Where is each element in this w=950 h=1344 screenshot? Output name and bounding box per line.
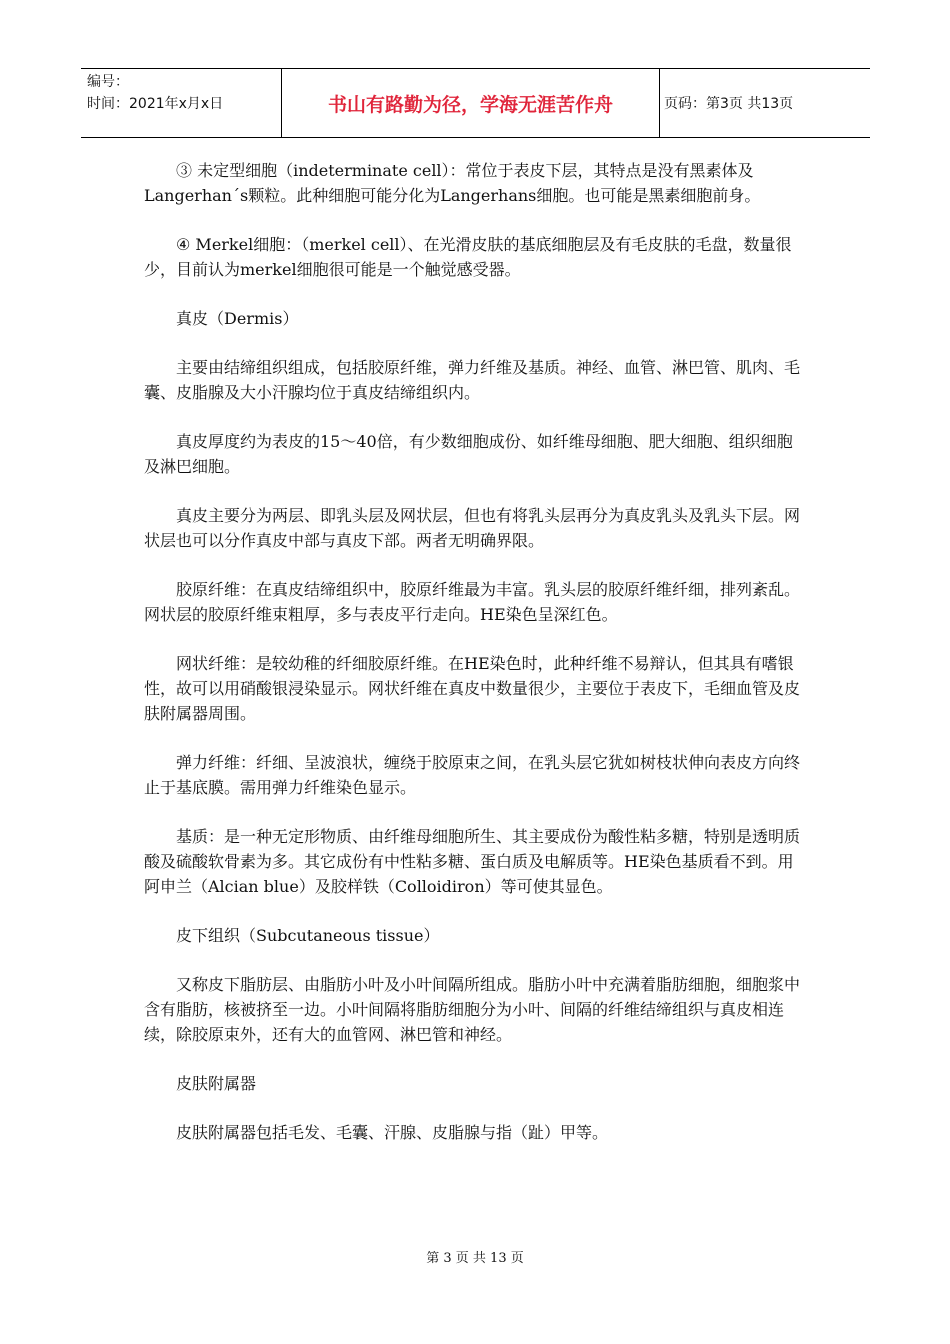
paragraph: 胶原纤维：在真皮结缔组织中，胶原纤维最为丰富。乳头层的胶原纤维纤细，排列紊乱。网状层的胶原纤维束粗厚，多与表皮平行走向。HE染色呈深红色。	[144, 580, 801, 624]
number-label: 编号：	[87, 74, 129, 90]
header-page-info: 页码：第3页 共13页	[664, 96, 794, 112]
header-info-cell	[81, 69, 282, 137]
section-heading: 皮肤附属器	[176, 1074, 257, 1093]
section-heading: 皮下组织（Subcutaneous tissue）	[176, 926, 440, 945]
page-header	[81, 68, 870, 138]
section-heading: 真皮（Dermis）	[176, 309, 299, 328]
paragraph: 基质：是一种无定形物质、由纤维母细胞所生、其主要成份为酸性粘多糖，特别是透明质酸及硫酸软骨素为多。其它成份有中性粘多糖、蛋白质及电解质等。HE染色基质看不到。用阿申兰（Alcian blue）及胶样铁（Colloidiron）等可使其显色。	[144, 827, 801, 896]
paragraph: 主要由结缔组织组成，包括胶原纤维，弹力纤维及基质。神经、血管、淋巴管、肌肉、毛囊、皮脂腺及大小汗腺均位于真皮结缔组织内。	[144, 358, 801, 402]
document-body	[144, 158, 806, 1169]
page-footer: 第 3 页 共 13 页	[426, 1251, 524, 1266]
paragraph: 皮肤附属器包括毛发、毛囊、汗腺、皮脂腺与指（趾）甲等。	[176, 1123, 609, 1142]
paragraph: ③ 未定型细胞（indeterminate cell）：常位于表皮下层，其特点是没有黑素体及Langerhan´s颗粒。此种细胞可能分化为Langerhans细胞。也可能是黑素细胞前身。	[144, 161, 761, 205]
paragraph: ④ Merkel细胞：（merkel cell）、在光滑皮肤的基底细胞层及有毛皮肤的毛盘，数量很少，目前认为merkel细胞很可能是一个触觉感受器。	[144, 235, 792, 279]
paragraph: 真皮厚度约为表皮的15～40倍，有少数细胞成份、如纤维母细胞、肥大细胞、组织细胞及淋巴细胞。	[144, 432, 793, 476]
date-line: 时间：2021年x月x日	[87, 96, 224, 112]
paragraph: 网状纤维：是较幼稚的纤细胶原纤维。在HE染色时，此种纤维不易辩认，但其具有嗜银性，故可以用硝酸银浸染显示。网状纤维在真皮中数量很少，主要位于表皮下，毛细血管及皮肤附属器周围。	[144, 654, 801, 723]
paragraph: 又称皮下脂肪层、由脂肪小叶及小叶间隔所组成。脂肪小叶中充满着脂肪细胞，细胞浆中含有脂肪，核被挤至一边。小叶间隔将脂肪细胞分为小叶、间隔的纤维结缔组织与真皮相连续，除胶原束外，还有大的血管网、淋巴管和神经。	[144, 975, 801, 1044]
paragraph: 弹力纤维：纤细、呈波浪状，缠绕于胶原束之间，在乳头层它犹如树枝状伸向表皮方向终止于基底膜。需用弹力纤维染色显示。	[144, 753, 801, 797]
paragraph: 真皮主要分为两层、即乳头层及网状层，但也有将乳头层再分为真皮乳头及乳头下层。网状层也可以分作真皮中部与真皮下部。两者无明确界限。	[144, 506, 801, 550]
header-motto: 书山有路勤为径，学海无涯苦作舟	[282, 69, 660, 137]
